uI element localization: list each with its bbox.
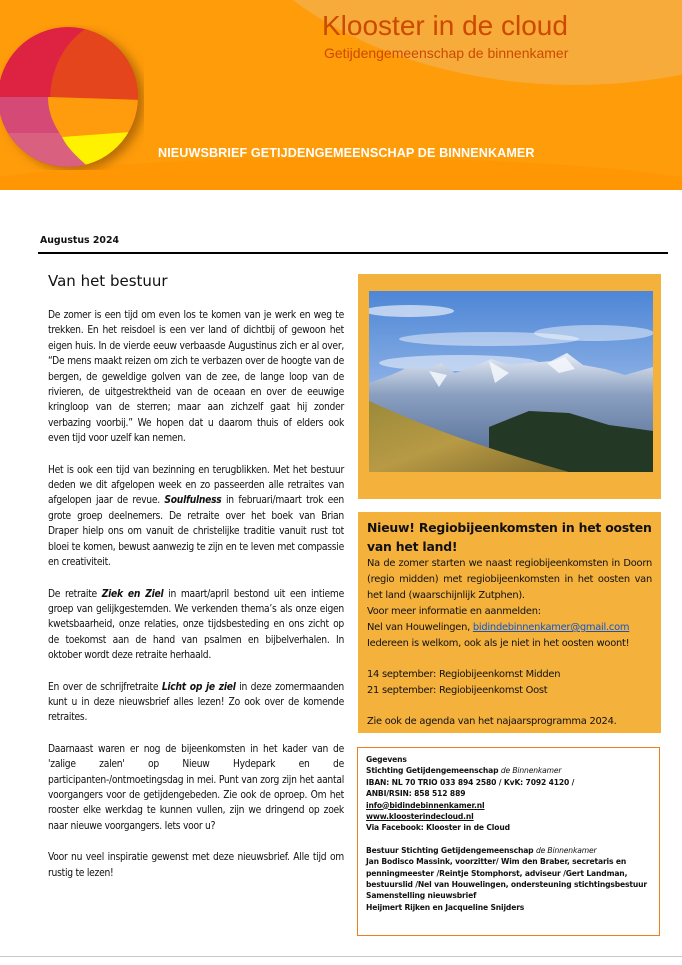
anbi-line: ANBI/RSIN: 858 512 889 — [366, 789, 466, 799]
facebook-line: Via Facebook: Klooster in de Cloud — [366, 823, 510, 833]
article-paragraph — [48, 587, 344, 664]
announcement-welcome: Iedereen is welkom, ook als je niet in het oosten woont! — [367, 638, 630, 649]
paragraph-text: in februari/maart trok een grote groep deelnemers. De retraite over het boek van Brian Draper hielp ons om vanuit de christelijke traditie vanuit rust tot bloei te komen, bewust aanwezig te zijn en te leven met compassie en creativiteit. — [48, 495, 344, 569]
newsletter-header-banner — [0, 0, 682, 190]
article-paragraph — [48, 680, 344, 726]
email-link[interactable]: info@bidindebinnenkamer.nl — [366, 800, 485, 810]
contact-email-link[interactable]: bidindebinnenkamer@gmail.com — [472, 622, 630, 633]
foundation-italic: de Binnenkamer — [500, 766, 562, 776]
website-line — [366, 811, 652, 822]
newsletter-heading: NIEUWSBRIEF GETIJDENGEMEENSCHAP DE BINNENKAMER — [158, 146, 535, 160]
paragraph-text: in maart/april bestond uit een intieme groep van gelijkgestemden. We verkenden thema’s als onze eigen kwetsbaarheid, onze relaties, onze tijdsbesteding en ons zicht op de toekomst aan de hand van psalmen en bijbelverhalen. In oktober wordt deze retraite herhaald. — [48, 588, 344, 662]
retreat-name-licht-op-je-ziel: Licht op je ziel — [161, 681, 236, 693]
composition-heading: Samenstelling nieuwsbrief — [366, 891, 477, 901]
board-members: Jan Bodisco Massink, voorzitter/ Wim den Braber, secretaris en penningmeester /Reintje Stomphorst, adviseur /Gert Landman, bestuurslid /Nel van Houwelingen, ondersteuning stichtingsbestuur — [366, 857, 647, 890]
announcement-contact — [367, 620, 652, 636]
header-divider — [38, 252, 668, 254]
details-heading: Gegevens — [366, 755, 407, 764]
announcement-intro: Na de zomer starten we naast regiobijeenkomsten in Doorn (regio midden) met regiobijeenkomsten in het oosten van het land (waarschijnlijk Zutphen). — [367, 558, 652, 601]
foundation-name — [366, 765, 652, 776]
retreat-name-ziek-en-ziel: Ziek en Ziel — [101, 588, 164, 600]
email-line — [366, 800, 652, 811]
article-paragraph: Daarnaast waren er nog de bijeenkomsten in het kader van de 'zalige zalen' op Nieuw Hydepark en de participanten-/ontmoetingsdag in mei. Punt van zorg zijn het aantal voorgangers voor de getijdengebeden. Zie ook de oproep. Om het rooster elke werkdag te kunnen vullen, zijn we dringend op zoek naar nieuwe voorgangers. Iets voor u? — [48, 743, 344, 832]
paragraph-text: in deze zomermaanden kunt u in deze nieuwsbrief alles lezen! Zo ook over de komende retraites. — [48, 681, 344, 724]
board-heading-italic: de Binnenkamer — [535, 845, 597, 855]
iban-line: IBAN: NL 70 TRIO 033 894 2580 / KvK: 7092 4120 / — [366, 777, 575, 787]
paragraph-text: En over de schrijfretraite — [48, 681, 162, 693]
board-heading — [366, 845, 652, 856]
spacer — [367, 652, 652, 667]
photo-frame — [358, 274, 661, 499]
website-link[interactable]: www.kloosterindecloud.nl — [366, 812, 474, 822]
article-paragraph — [48, 463, 344, 571]
board-heading-prefix: Bestuur Stichting Getijdengemeenschap — [366, 845, 536, 855]
spacer — [366, 834, 652, 845]
foundation-prefix: Stichting Getijdengemeenschap — [366, 766, 501, 776]
organization-details — [357, 747, 660, 936]
event-item: 21 september: Regiobijeenkomst Oost — [367, 685, 548, 696]
announcement-title: Nieuw! Regiobijeenkomsten in het oosten van het land! — [367, 520, 652, 554]
article-paragraph: De zomer is een tijd om even los te komen van je werk en weg te trekken. En het reisdoel is een ver land of dichtbij of gewoon het eigen huis. In de vierde eeuw verbaasde Augustinus zich er al over, “De mens maakt reizen om zich te verbazen over de hoogte van de bergen, de geweldige golven van de zee, de lange loop van de rivieren, de uitgestrektheid van de oceaan en over de eeuwige kringloop van de sterren; maar aan zichzelf gaat hij zonder verbazing voorbij.” We hopen dat u daarom thuis of elders ook even tijd voor uzelf kan nemen. — [48, 310, 344, 445]
composition-names: Heijmert Rijken en Jacqueline Snijders — [366, 902, 525, 912]
site-subtitle: Getijdengemeenschap de binnenkamer — [324, 45, 569, 61]
main-article — [48, 270, 344, 897]
retreat-name-soulfulness: Soulfulness — [164, 495, 222, 507]
event-item: 14 september: Regiobijeenkomst Midden — [367, 669, 561, 680]
mountain-landscape-photo — [369, 291, 653, 472]
spacer — [367, 699, 652, 714]
article-paragraph: Voor nu veel inspiratie gewenst met deze nieuwsbrief. Alle tijd om rustig te lezen! — [48, 852, 344, 879]
regional-meetings-announcement — [358, 512, 661, 733]
klooster-logo-icon — [0, 25, 144, 170]
contact-name: Nel van Houwelingen, — [367, 622, 473, 633]
paragraph-text: Het is ook een tijd van bezinning en terugblikken. Met het bestuur deden we dit afgelopen week en zo passeerden alle retraites van afgelopen jaar de revue. — [48, 464, 344, 507]
issue-date: Augustus 2024 — [40, 235, 119, 246]
announcement-info-line: Voor meer informatie en aanmelden: — [367, 606, 541, 617]
site-title: Klooster in de cloud — [322, 10, 568, 41]
page-bottom-divider — [0, 956, 682, 957]
paragraph-text: De retraite — [48, 588, 102, 600]
agenda-note: Zie ook de agenda van het najaarsprogramma 2024. — [367, 716, 617, 727]
article-title: Van het bestuur — [48, 272, 168, 290]
